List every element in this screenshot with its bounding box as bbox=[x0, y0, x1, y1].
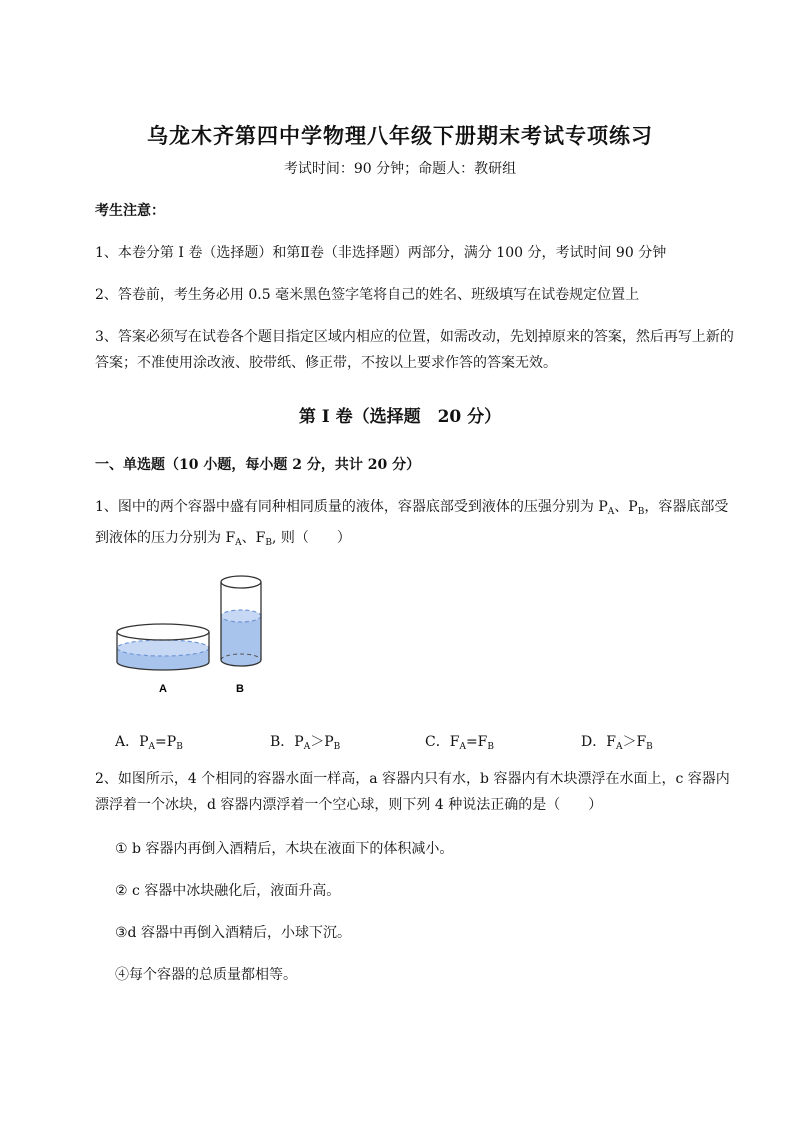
section-title: 第 I 卷（选择题 20 分） bbox=[298, 407, 502, 427]
q1-option-b[interactable]: B．$P_A>P_B$ bbox=[270, 734, 341, 752]
q2-statement-4: ④每个容器的总质量都相等。 bbox=[115, 967, 297, 983]
page-title: 乌龙木齐第四中学物理八年级下册期末考试专项练习 bbox=[147, 123, 653, 148]
notice-heading: 考生注意： bbox=[95, 203, 165, 219]
label-a: A bbox=[159, 683, 167, 695]
q2-stem bbox=[95, 766, 755, 818]
q2-statement-1: ① b 容器内再倒入酒精后，木块在液面下的体积减小。 bbox=[115, 841, 454, 857]
notice-item-1: 1、本卷分第 I 卷（选择题）和第Ⅱ卷（非选择题）两部分，满分 100 分，考试时间 90 分钟 bbox=[95, 245, 667, 261]
container-b bbox=[221, 576, 261, 666]
q1-option-d[interactable]: D．$F_A>F_B$ bbox=[581, 734, 653, 752]
notice-item-2: 2、答卷前，考生务必用 0.5 毫米黑色签字笔将自己的姓名、班级填写在试卷规定位置上 bbox=[95, 287, 640, 303]
notice-item-3: 3、答案必须写在试卷各个题目指定区域内相应的位置，如需改动，先划掉原来的答案，然后再写上新的答案；不准使用涂改液、胶带纸、修正带，不按以上要求作答的答案无效。 bbox=[95, 329, 734, 371]
q1-option-c[interactable]: C．$F_A=F_B$ bbox=[425, 734, 495, 752]
q1-option-a[interactable]: A．$P_A=P_B$ bbox=[115, 734, 183, 752]
q1-stem-line2: 到液体的压力分别为 $F_A$、$F_B$, 则（ ） bbox=[95, 530, 351, 548]
q1-figure bbox=[105, 570, 275, 700]
exam-info: 考试时间：90 分钟；命题人：教研组 bbox=[283, 161, 517, 177]
q1-stem-line1: 1、图中的两个容器中盛有同种相同质量的液体，容器底部受到液体的压强分别为 $P_A$、$P_B$，容器底部受 bbox=[95, 499, 729, 517]
q2-statement-2: ② c 容器中冰块融化后，液面升高。 bbox=[115, 883, 341, 899]
container-a bbox=[117, 624, 209, 670]
q1-stem bbox=[95, 494, 735, 556]
q2-stem-line2: 漂浮着一个冰块，d 容器内漂浮着一个空心球，则下列 4 种说法正确的是（ ） bbox=[95, 797, 603, 813]
q2-statement-3: ③d 容器中再倒入酒精后，小球下沉。 bbox=[115, 925, 351, 941]
part-heading: 一、单选题（10 小题，每小题 2 分，共计 20 分） bbox=[95, 457, 421, 473]
q2-stem-line1: 2、如图所示，4 个相同的容器水面一样高，a 容器内只有水，b 容器内有木块漂浮在水面上，c 容器内 bbox=[95, 771, 730, 787]
label-b: B bbox=[236, 683, 244, 695]
